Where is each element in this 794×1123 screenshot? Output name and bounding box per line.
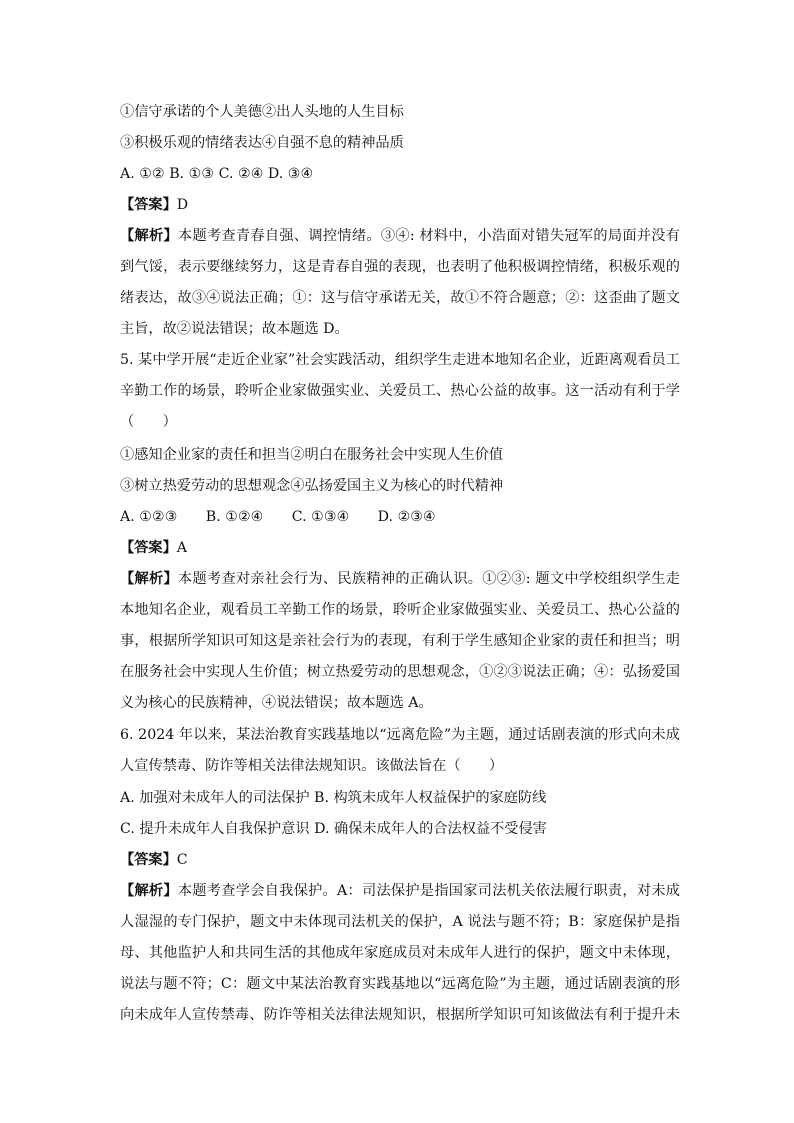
q4-answer (120, 195, 680, 215)
q5-option-line-2: ③树立热爱劳动的思想观念④弘扬爱国主义为核心的时代精神 (120, 478, 504, 494)
q6-stem-line-1: 6. 2024 年以来，某法治教育实践基地以“远离危险”为主题，通过话剧表演的形式向未成 (120, 727, 680, 743)
q6-choices-line-2: C. 提升未成年人自我保护意识 D. 确保未成年人的合法权益不受侵害 (120, 821, 547, 837)
answer-value: C (176, 852, 188, 868)
q5-answer (120, 538, 680, 558)
q6-stem-line-2: 人宣传禁毒、防诈等相关法律法规知识。该做法旨在（ ） (120, 758, 504, 774)
q6-answer (120, 850, 680, 870)
analysis-label: 【解析】 (120, 883, 178, 899)
q5-option-line-1: ①感知企业家的责任和担当②明白在服务社会中实现人生价值 (120, 447, 504, 463)
answer-label: 【答案】 (120, 852, 177, 868)
q6-analysis-line-4: 说法与题不符；C：题文中某法治教育实践基地以“远离危险”为主题，通过话剧表演的形 (120, 976, 680, 992)
q6-analysis-line-5: 向未成年人宣传禁毒、防诈等相关法律法规知识，根据所学知识可知该做法有利于提升未 (120, 1007, 680, 1023)
q5-analysis-line-3: 事，根据所学知识可知这是亲社会行为的表现，有利于学生感知企业家的责任和担当；明 (120, 633, 680, 649)
analysis-text: 本题考查对亲社会行为、民族精神的正确认识。①②③: 题文中学校组织学生走 (177, 571, 680, 587)
q4-analysis-line-3: 绪表达，故③④说法正确；①：这与信守承诺无关，故①不符合题意；②：这歪曲了题文 (120, 290, 680, 306)
answer-label: 【答案】 (120, 197, 177, 213)
q5-stem-line-1: 5. 某中学开展“走近企业家”社会实践活动，组织学生走进本地知名企业，近距离观看员工 (120, 352, 680, 368)
q4-analysis-line-2: 到气馁，表示要继续努力，这是青春自强的表现，也表明了他积极调控情绪，积极乐观的 (120, 259, 680, 275)
analysis-label: 【解析】 (120, 571, 178, 587)
q5-stem-line-2: 辛勤工作的场景，聆听企业家做强实业、关爱员工、热心公益的故事。这一活动有利于学 (120, 383, 680, 399)
q5-analysis-line-4: 在服务社会中实现人生价值；树立热爱劳动的思想观念，①②③说法正确；④：弘扬爱国 (120, 664, 680, 680)
q4-choices: A. ①② B. ①③ C. ②④ D. ③④ (120, 166, 314, 182)
q4-option-line-2: ③积极乐观的情绪表达④自强不息的精神品质 (120, 135, 404, 151)
q4-analysis-line-1 (120, 226, 680, 246)
q5-stem-line-3: （ ） (120, 414, 177, 430)
q6-choices-line-1: A. 加强对未成年人的司法保护 B. 构筑未成年人权益保护的家庭防线 (120, 790, 547, 806)
q6-analysis-line-2: 人湿湿的专门保护，题文中未体现司法机关的保护，A 说法与题不符；B：家庭保护是指 (120, 914, 680, 930)
analysis-label: 【解析】 (120, 228, 178, 244)
q4-analysis-line-4: 主旨，故②说法错误；故本题选 D。 (120, 321, 349, 337)
q4-option-line-1: ①信守承诺的个人美德②出人头地的人生目标 (120, 104, 404, 120)
q6-analysis-line-3: 母、其他监护人和共同生活的其他成年家庭成员对未成年人进行的保护，题文中未体现， (120, 945, 680, 961)
q5-analysis-line-2: 本地知名企业，观看员工辛勤工作的场景，聆听企业家做强实业、关爱员工、热心公益的 (120, 602, 680, 618)
analysis-text: 本题考查青春自强、调控情绪。③④: 材料中，小浩面对错失冠军的局面并没有 (177, 228, 680, 244)
q6-analysis-line-1 (120, 881, 680, 901)
answer-label: 【答案】 (120, 540, 177, 556)
q5-analysis-line-5: 义为核心的民族精神，④说法错误；故本题选 A。 (120, 695, 433, 711)
analysis-text: 本题考查学会自我保护。A：司法保护是指国家司法机关依法履行职责，对未成 (177, 883, 680, 899)
q5-choices: A. ①②③ B. ①②④ C. ①③④ D. ②③④ (120, 509, 436, 525)
answer-value: D (176, 197, 189, 213)
q5-analysis-line-1 (120, 569, 680, 589)
answer-value: A (176, 540, 188, 556)
